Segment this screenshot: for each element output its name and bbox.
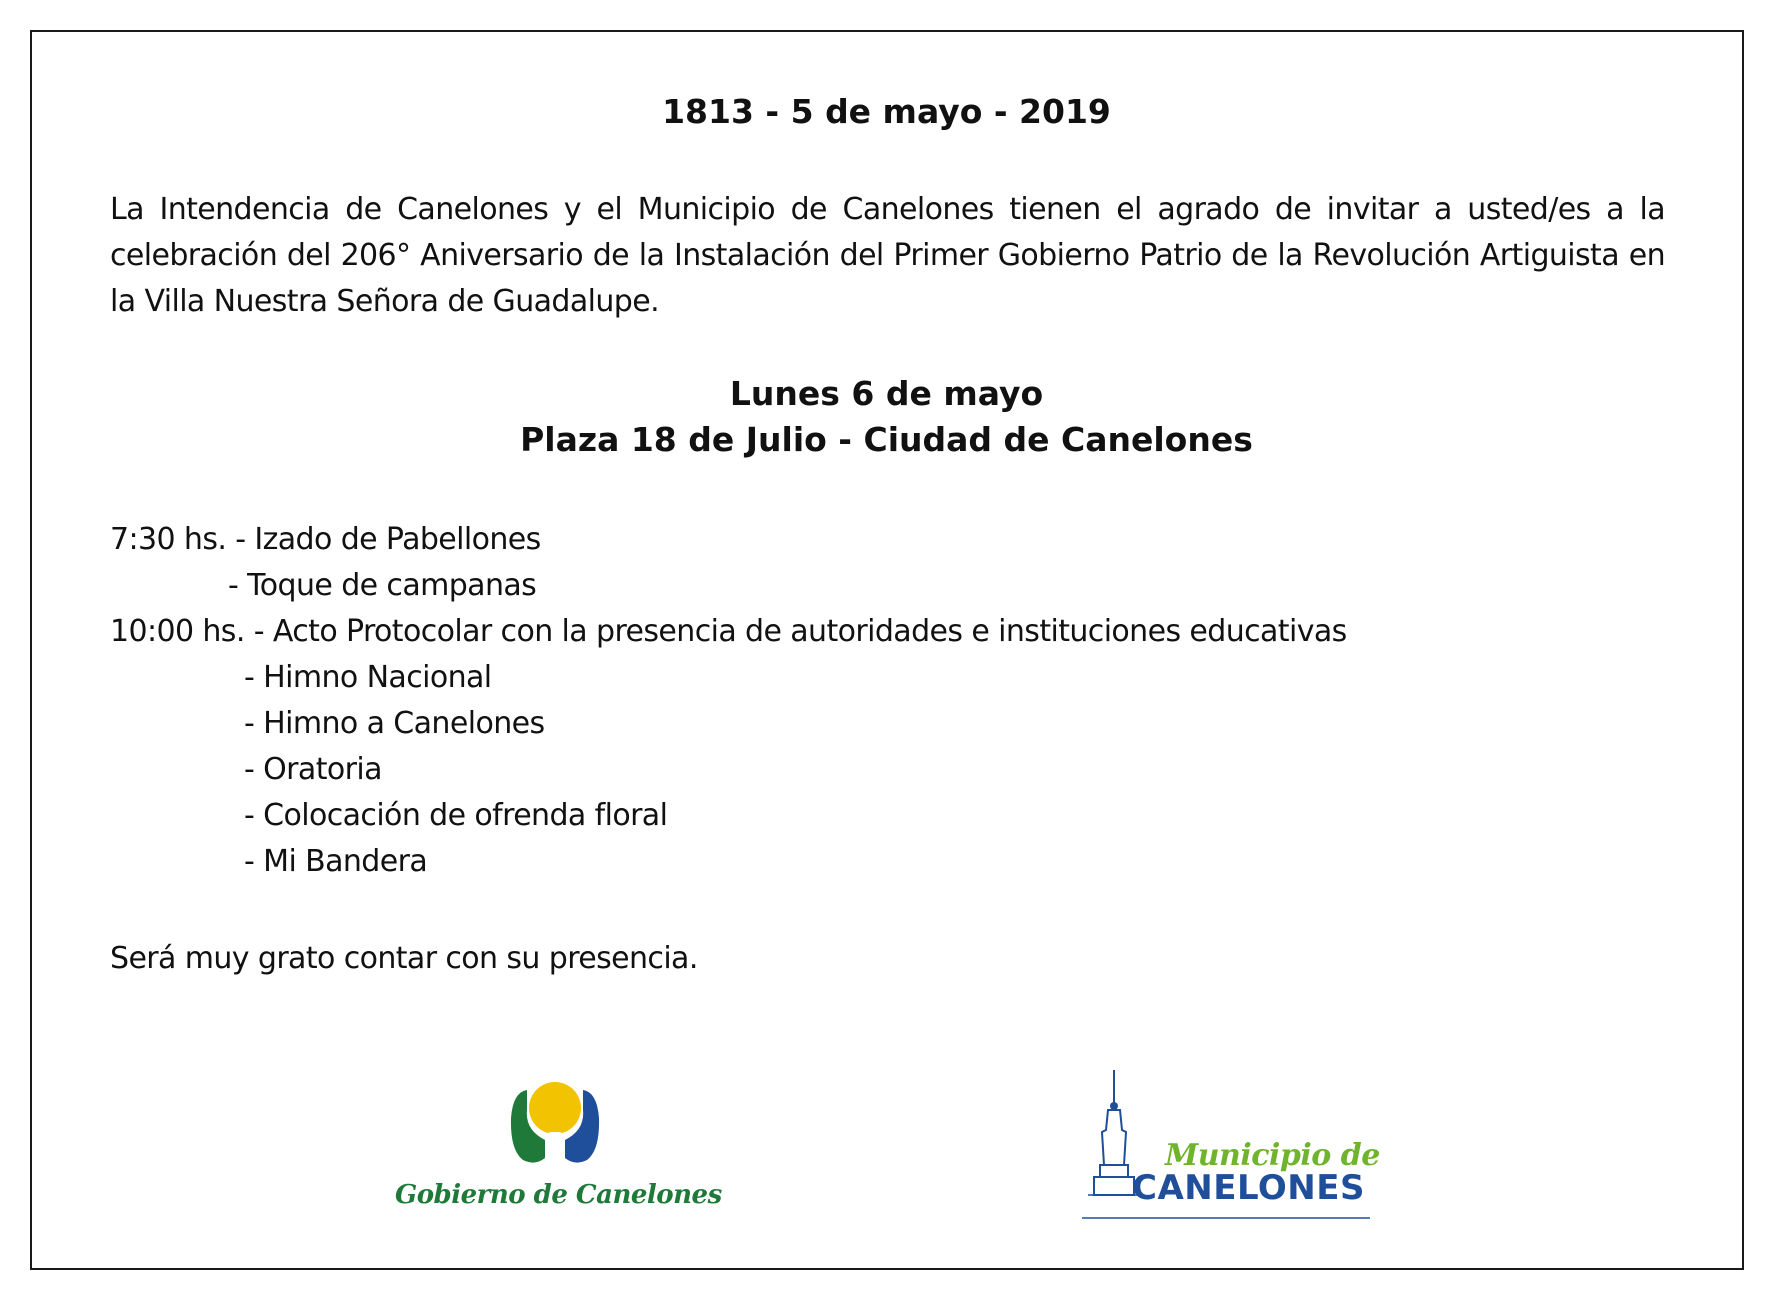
event-place: Plaza 18 de Julio - Ciudad de Canelones — [520, 420, 1253, 459]
schedule-item: - Oratoria — [244, 752, 382, 787]
schedule-item: - Colocación de ofrenda floral — [244, 798, 668, 833]
schedule-item: 7:30 hs. - Izado de Pabellones — [110, 522, 541, 557]
event-date: Lunes 6 de mayo — [729, 374, 1044, 413]
schedule-item: - Toque de campanas — [228, 568, 537, 603]
municipio-canelones-logo — [1080, 1070, 1380, 1220]
schedule-item: - Himno Nacional — [244, 660, 492, 695]
schedule-list — [110, 517, 1610, 885]
schedule-item: - Mi Bandera — [244, 844, 428, 879]
gobierno-seal-icon — [395, 1070, 715, 1180]
gobierno-canelones-logo — [395, 1070, 722, 1220]
municipio-script-text: Municipio de — [1165, 1138, 1380, 1173]
gobierno-logo-text: Gobierno de Canelones — [395, 1180, 722, 1210]
schedule-item: - Himno a Canelones — [244, 706, 545, 741]
municipio-name-text: CANELONES — [1132, 1168, 1365, 1208]
intro-paragraph: La Intendencia de Canelones y el Municipio de Canelones tienen el agrado de invitar a usted/es a la celebración del 206° Aniversario de la Instalación del Primer Gobierno Patrio de la Revolución Artiguista en la Villa Nuestra Señora de Guadalupe. — [110, 192, 1665, 319]
closing-line: Será muy grato contar con su presencia. — [110, 941, 698, 976]
date-header: 1813 - 5 de mayo - 2019 — [662, 92, 1111, 131]
schedule-item: 10:00 hs. - Acto Protocolar con la presencia de autoridades e instituciones educativas — [110, 614, 1347, 649]
